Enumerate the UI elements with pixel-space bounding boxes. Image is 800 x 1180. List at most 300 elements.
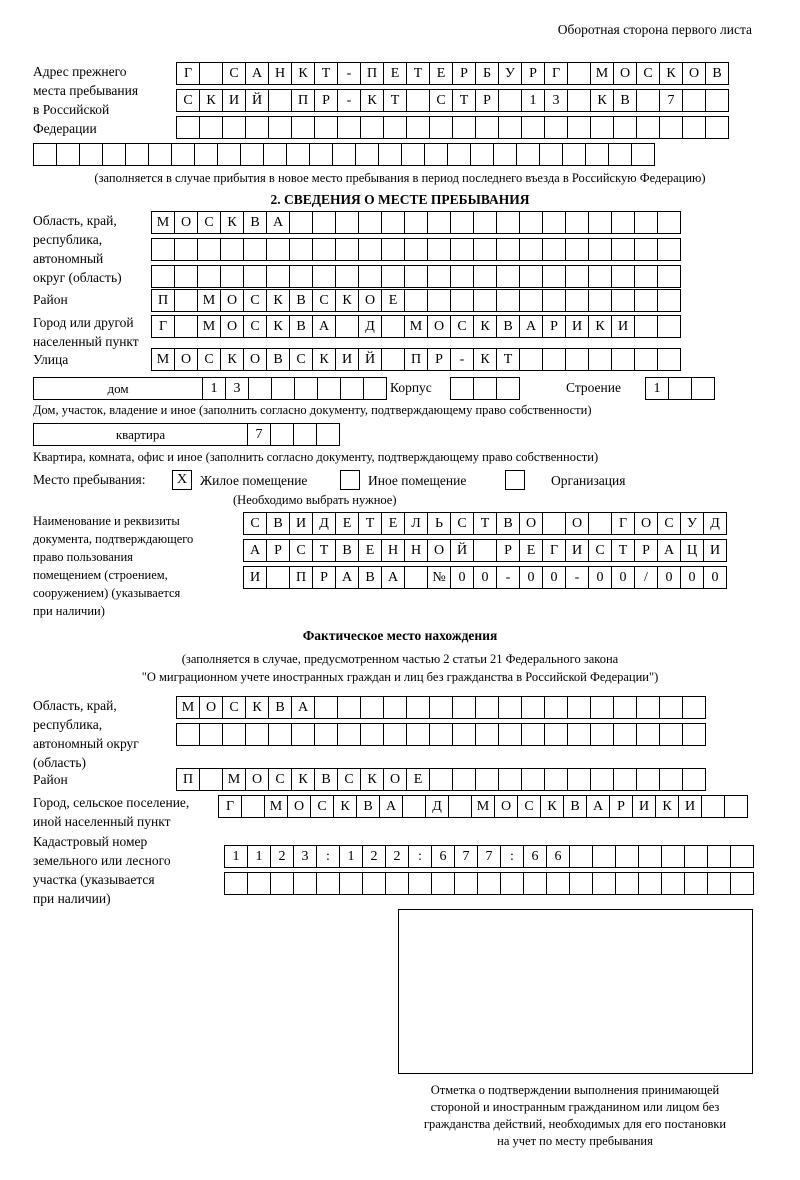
char-cell[interactable]: Е (383, 62, 407, 85)
char-cell[interactable] (636, 116, 660, 139)
char-cell[interactable] (705, 89, 729, 112)
char-cell[interactable] (567, 768, 591, 791)
char-cell[interactable]: Й (245, 89, 269, 112)
char-cell[interactable] (360, 696, 384, 719)
char-cell[interactable]: И (565, 539, 589, 562)
char-cell[interactable] (590, 116, 614, 139)
char-cell[interactable]: К (335, 289, 359, 312)
char-cell[interactable]: С (176, 89, 200, 112)
char-cell[interactable]: Р (475, 89, 499, 112)
char-cell[interactable] (475, 768, 499, 791)
char-cell[interactable] (406, 696, 430, 719)
cadastral-row-2[interactable] (224, 872, 753, 895)
char-cell[interactable] (611, 238, 635, 261)
char-cell[interactable] (521, 723, 545, 746)
char-cell[interactable]: В (563, 795, 587, 818)
char-cell[interactable] (691, 377, 715, 400)
char-cell[interactable] (546, 872, 570, 895)
prev-address-row-1[interactable] (176, 62, 728, 85)
char-cell[interactable]: Т (383, 89, 407, 112)
char-cell[interactable] (498, 768, 522, 791)
char-cell[interactable]: О (358, 289, 382, 312)
char-cell[interactable] (263, 143, 287, 166)
char-cell[interactable]: : (316, 845, 340, 868)
char-cell[interactable] (496, 377, 520, 400)
char-cell[interactable] (519, 238, 543, 261)
char-cell[interactable] (565, 211, 589, 234)
char-cell[interactable] (291, 116, 315, 139)
section2-city-row[interactable] (151, 315, 680, 338)
char-cell[interactable]: А (312, 315, 336, 338)
char-cell[interactable] (450, 289, 474, 312)
char-cell[interactable]: Р (496, 539, 520, 562)
char-cell[interactable] (402, 795, 426, 818)
char-cell[interactable] (339, 872, 363, 895)
char-cell[interactable] (293, 872, 317, 895)
char-cell[interactable]: Д (312, 512, 336, 535)
char-cell[interactable]: И (611, 315, 635, 338)
char-cell[interactable]: К (540, 795, 564, 818)
char-cell[interactable]: 6 (546, 845, 570, 868)
char-cell[interactable] (222, 116, 246, 139)
char-cell[interactable] (542, 512, 566, 535)
char-cell[interactable] (634, 348, 658, 371)
char-cell[interactable]: М (197, 289, 221, 312)
char-cell[interactable]: Д (358, 315, 382, 338)
char-cell[interactable]: К (360, 768, 384, 791)
char-cell[interactable] (197, 265, 221, 288)
char-cell[interactable] (684, 872, 708, 895)
place-type-checkbox-residential[interactable]: X (172, 470, 192, 490)
char-cell[interactable] (470, 143, 494, 166)
char-cell[interactable]: Д (703, 512, 727, 535)
char-cell[interactable]: О (682, 62, 706, 85)
char-cell[interactable] (615, 845, 639, 868)
char-cell[interactable]: С (312, 289, 336, 312)
char-cell[interactable] (544, 696, 568, 719)
char-cell[interactable] (358, 211, 382, 234)
char-cell[interactable] (473, 238, 497, 261)
char-cell[interactable]: 2 (362, 845, 386, 868)
char-cell[interactable]: О (199, 696, 223, 719)
char-cell[interactable]: Г (611, 512, 635, 535)
char-cell[interactable] (611, 289, 635, 312)
char-cell[interactable]: М (264, 795, 288, 818)
char-cell[interactable]: 0 (450, 566, 474, 589)
char-cell[interactable] (659, 696, 683, 719)
char-cell[interactable]: К (199, 89, 223, 112)
char-cell[interactable]: Р (312, 566, 336, 589)
char-cell[interactable]: 0 (588, 566, 612, 589)
char-cell[interactable]: Е (358, 539, 382, 562)
section2-region-row-1[interactable] (151, 211, 680, 234)
char-cell[interactable]: В (289, 315, 313, 338)
char-cell[interactable] (240, 143, 264, 166)
char-cell[interactable] (498, 696, 522, 719)
char-cell[interactable]: 1 (521, 89, 545, 112)
char-cell[interactable] (358, 238, 382, 261)
char-cell[interactable]: 6 (523, 845, 547, 868)
char-cell[interactable] (197, 238, 221, 261)
char-cell[interactable] (496, 265, 520, 288)
char-cell[interactable] (590, 768, 614, 791)
char-cell[interactable]: Р (634, 539, 658, 562)
char-cell[interactable] (248, 377, 272, 400)
char-cell[interactable] (567, 723, 591, 746)
char-cell[interactable] (268, 723, 292, 746)
char-cell[interactable]: А (245, 62, 269, 85)
char-cell[interactable] (613, 696, 637, 719)
char-cell[interactable]: В (356, 795, 380, 818)
char-cell[interactable] (316, 872, 340, 895)
char-cell[interactable] (286, 143, 310, 166)
char-cell[interactable] (245, 723, 269, 746)
char-cell[interactable]: К (312, 348, 336, 371)
char-cell[interactable]: 3 (293, 845, 317, 868)
char-cell[interactable]: А (381, 566, 405, 589)
char-cell[interactable]: Е (406, 768, 430, 791)
char-cell[interactable]: / (634, 566, 658, 589)
char-cell[interactable]: О (427, 315, 451, 338)
char-cell[interactable] (634, 238, 658, 261)
char-cell[interactable]: 3 (544, 89, 568, 112)
char-cell[interactable]: С (429, 89, 453, 112)
char-cell[interactable] (657, 238, 681, 261)
char-cell[interactable]: Г (542, 539, 566, 562)
char-cell[interactable] (682, 696, 706, 719)
char-cell[interactable] (452, 723, 476, 746)
char-cell[interactable] (406, 89, 430, 112)
char-cell[interactable]: К (266, 289, 290, 312)
char-cell[interactable]: Н (381, 539, 405, 562)
char-cell[interactable]: 1 (645, 377, 669, 400)
char-cell[interactable]: С (243, 315, 267, 338)
char-cell[interactable] (429, 723, 453, 746)
char-cell[interactable] (151, 265, 175, 288)
char-cell[interactable]: Ь (427, 512, 451, 535)
char-cell[interactable] (519, 348, 543, 371)
char-cell[interactable] (657, 265, 681, 288)
char-cell[interactable]: С (636, 62, 660, 85)
char-cell[interactable] (289, 265, 313, 288)
char-cell[interactable] (473, 539, 497, 562)
house-cells[interactable] (202, 377, 386, 400)
char-cell[interactable] (569, 845, 593, 868)
char-cell[interactable] (519, 289, 543, 312)
char-cell[interactable]: В (268, 696, 292, 719)
char-cell[interactable]: Т (312, 539, 336, 562)
char-cell[interactable]: С (450, 512, 474, 535)
char-cell[interactable] (429, 768, 453, 791)
char-cell[interactable] (452, 696, 476, 719)
char-cell[interactable]: А (266, 211, 290, 234)
prev-address-row-2[interactable] (176, 89, 728, 112)
place-type-checkbox-other[interactable] (340, 470, 360, 490)
char-cell[interactable] (332, 143, 356, 166)
char-cell[interactable]: С (197, 348, 221, 371)
char-cell[interactable] (615, 872, 639, 895)
char-cell[interactable]: О (287, 795, 311, 818)
char-cell[interactable]: О (220, 315, 244, 338)
char-cell[interactable]: 2 (385, 845, 409, 868)
char-cell[interactable] (360, 116, 384, 139)
char-cell[interactable] (176, 723, 200, 746)
char-cell[interactable] (657, 289, 681, 312)
char-cell[interactable] (316, 423, 340, 446)
char-cell[interactable] (542, 265, 566, 288)
char-cell[interactable] (427, 211, 451, 234)
char-cell[interactable] (567, 116, 591, 139)
char-cell[interactable] (498, 723, 522, 746)
char-cell[interactable]: Р (266, 539, 290, 562)
char-cell[interactable] (220, 265, 244, 288)
char-cell[interactable]: С (289, 348, 313, 371)
prev-address-row-3[interactable] (176, 116, 728, 139)
char-cell[interactable] (707, 872, 731, 895)
char-cell[interactable]: Д (425, 795, 449, 818)
char-cell[interactable] (565, 348, 589, 371)
char-cell[interactable] (317, 377, 341, 400)
char-cell[interactable]: Е (381, 512, 405, 535)
char-cell[interactable]: М (471, 795, 495, 818)
char-cell[interactable] (516, 143, 540, 166)
char-cell[interactable]: Г (176, 62, 200, 85)
char-cell[interactable] (404, 238, 428, 261)
char-cell[interactable] (404, 566, 428, 589)
document-row-1[interactable] (243, 512, 726, 535)
char-cell[interactable] (567, 62, 591, 85)
char-cell[interactable] (448, 795, 472, 818)
char-cell[interactable] (199, 768, 223, 791)
char-cell[interactable] (631, 143, 655, 166)
char-cell[interactable]: - (337, 62, 361, 85)
char-cell[interactable]: М (590, 62, 614, 85)
char-cell[interactable] (383, 116, 407, 139)
char-cell[interactable] (194, 143, 218, 166)
char-cell[interactable]: Е (381, 289, 405, 312)
char-cell[interactable] (294, 377, 318, 400)
char-cell[interactable]: Н (404, 539, 428, 562)
char-cell[interactable]: А (519, 315, 543, 338)
char-cell[interactable] (542, 211, 566, 234)
char-cell[interactable]: - (496, 566, 520, 589)
char-cell[interactable] (266, 566, 290, 589)
cadastral-row-1[interactable] (224, 845, 753, 868)
char-cell[interactable]: А (335, 566, 359, 589)
char-cell[interactable]: Л (404, 512, 428, 535)
char-cell[interactable] (661, 845, 685, 868)
char-cell[interactable] (701, 795, 725, 818)
char-cell[interactable]: М (151, 348, 175, 371)
char-cell[interactable] (542, 238, 566, 261)
char-cell[interactable]: Р (609, 795, 633, 818)
char-cell[interactable]: 0 (703, 566, 727, 589)
char-cell[interactable]: Т (452, 89, 476, 112)
char-cell[interactable] (565, 238, 589, 261)
char-cell[interactable] (431, 872, 455, 895)
char-cell[interactable]: В (266, 348, 290, 371)
char-cell[interactable] (730, 845, 754, 868)
document-row-2[interactable] (243, 539, 726, 562)
char-cell[interactable] (381, 265, 405, 288)
char-cell[interactable]: Т (358, 512, 382, 535)
char-cell[interactable] (657, 315, 681, 338)
char-cell[interactable]: В (358, 566, 382, 589)
char-cell[interactable]: 0 (611, 566, 635, 589)
char-cell[interactable] (452, 116, 476, 139)
char-cell[interactable] (289, 211, 313, 234)
char-cell[interactable]: Г (544, 62, 568, 85)
char-cell[interactable]: П (289, 566, 313, 589)
char-cell[interactable] (588, 265, 612, 288)
char-cell[interactable] (151, 238, 175, 261)
char-cell[interactable]: К (220, 211, 244, 234)
char-cell[interactable]: 0 (473, 566, 497, 589)
char-cell[interactable] (270, 872, 294, 895)
char-cell[interactable]: И (565, 315, 589, 338)
char-cell[interactable] (613, 723, 637, 746)
char-cell[interactable]: 0 (519, 566, 543, 589)
char-cell[interactable]: - (565, 566, 589, 589)
char-cell[interactable]: О (174, 348, 198, 371)
char-cell[interactable]: А (243, 539, 267, 562)
char-cell[interactable] (314, 116, 338, 139)
char-cell[interactable] (404, 265, 428, 288)
char-cell[interactable]: Т (496, 348, 520, 371)
char-cell[interactable] (355, 143, 379, 166)
char-cell[interactable]: О (243, 348, 267, 371)
char-cell[interactable]: Г (218, 795, 242, 818)
char-cell[interactable] (289, 238, 313, 261)
char-cell[interactable]: С (243, 512, 267, 535)
char-cell[interactable] (268, 89, 292, 112)
char-cell[interactable]: О (427, 539, 451, 562)
char-cell[interactable] (473, 289, 497, 312)
char-cell[interactable]: С (197, 211, 221, 234)
char-cell[interactable] (500, 872, 524, 895)
char-cell[interactable] (293, 423, 317, 446)
char-cell[interactable] (659, 116, 683, 139)
char-cell[interactable] (271, 377, 295, 400)
char-cell[interactable] (220, 238, 244, 261)
char-cell[interactable]: Р (427, 348, 451, 371)
char-cell[interactable]: Г (151, 315, 175, 338)
char-cell[interactable] (314, 723, 338, 746)
char-cell[interactable] (730, 872, 754, 895)
char-cell[interactable]: 1 (247, 845, 271, 868)
char-cell[interactable] (404, 289, 428, 312)
char-cell[interactable]: К (333, 795, 357, 818)
char-cell[interactable] (404, 211, 428, 234)
char-cell[interactable] (565, 265, 589, 288)
char-cell[interactable]: К (655, 795, 679, 818)
char-cell[interactable] (429, 116, 453, 139)
char-cell[interactable] (707, 845, 731, 868)
char-cell[interactable] (337, 116, 361, 139)
char-cell[interactable] (724, 795, 748, 818)
char-cell[interactable]: 2 (270, 845, 294, 868)
char-cell[interactable] (452, 768, 476, 791)
char-cell[interactable]: 6 (431, 845, 455, 868)
char-cell[interactable] (241, 795, 265, 818)
char-cell[interactable]: В (243, 211, 267, 234)
char-cell[interactable] (176, 116, 200, 139)
char-cell[interactable] (657, 211, 681, 234)
char-cell[interactable] (378, 143, 402, 166)
char-cell[interactable] (362, 872, 386, 895)
char-cell[interactable]: 0 (657, 566, 681, 589)
char-cell[interactable]: О (565, 512, 589, 535)
flat-cells[interactable] (247, 423, 339, 446)
char-cell[interactable] (542, 289, 566, 312)
char-cell[interactable] (682, 768, 706, 791)
char-cell[interactable]: В (705, 62, 729, 85)
char-cell[interactable] (243, 265, 267, 288)
char-cell[interactable] (588, 348, 612, 371)
char-cell[interactable]: И (222, 89, 246, 112)
actual-city-row[interactable] (218, 795, 747, 818)
char-cell[interactable] (381, 238, 405, 261)
char-cell[interactable] (588, 238, 612, 261)
stamp-box[interactable] (398, 909, 753, 1074)
char-cell[interactable] (634, 265, 658, 288)
char-cell[interactable]: И (335, 348, 359, 371)
char-cell[interactable]: 7 (477, 845, 501, 868)
char-cell[interactable]: 7 (454, 845, 478, 868)
char-cell[interactable] (337, 696, 361, 719)
char-cell[interactable] (519, 211, 543, 234)
char-cell[interactable]: С (289, 539, 313, 562)
char-cell[interactable] (33, 143, 57, 166)
char-cell[interactable]: Е (519, 539, 543, 562)
char-cell[interactable] (171, 143, 195, 166)
char-cell[interactable]: : (500, 845, 524, 868)
char-cell[interactable] (634, 289, 658, 312)
char-cell[interactable] (473, 265, 497, 288)
char-cell[interactable]: И (678, 795, 702, 818)
char-cell[interactable] (638, 845, 662, 868)
char-cell[interactable] (79, 143, 103, 166)
char-cell[interactable]: У (498, 62, 522, 85)
char-cell[interactable] (245, 116, 269, 139)
char-cell[interactable]: М (404, 315, 428, 338)
char-cell[interactable]: В (496, 512, 520, 535)
char-cell[interactable] (496, 289, 520, 312)
char-cell[interactable] (590, 696, 614, 719)
char-cell[interactable]: И (289, 512, 313, 535)
char-cell[interactable] (498, 116, 522, 139)
char-cell[interactable]: В (266, 512, 290, 535)
char-cell[interactable] (243, 238, 267, 261)
char-cell[interactable] (358, 265, 382, 288)
char-cell[interactable] (521, 116, 545, 139)
char-cell[interactable] (429, 696, 453, 719)
char-cell[interactable]: К (659, 62, 683, 85)
char-cell[interactable]: О (494, 795, 518, 818)
char-cell[interactable] (450, 265, 474, 288)
char-cell[interactable] (567, 89, 591, 112)
char-cell[interactable]: П (291, 89, 315, 112)
char-cell[interactable]: К (291, 768, 315, 791)
char-cell[interactable]: О (174, 211, 198, 234)
char-cell[interactable] (498, 89, 522, 112)
char-cell[interactable] (592, 872, 616, 895)
char-cell[interactable]: К (245, 696, 269, 719)
char-cell[interactable] (590, 723, 614, 746)
char-cell[interactable] (174, 265, 198, 288)
char-cell[interactable]: С (310, 795, 334, 818)
char-cell[interactable] (585, 143, 609, 166)
